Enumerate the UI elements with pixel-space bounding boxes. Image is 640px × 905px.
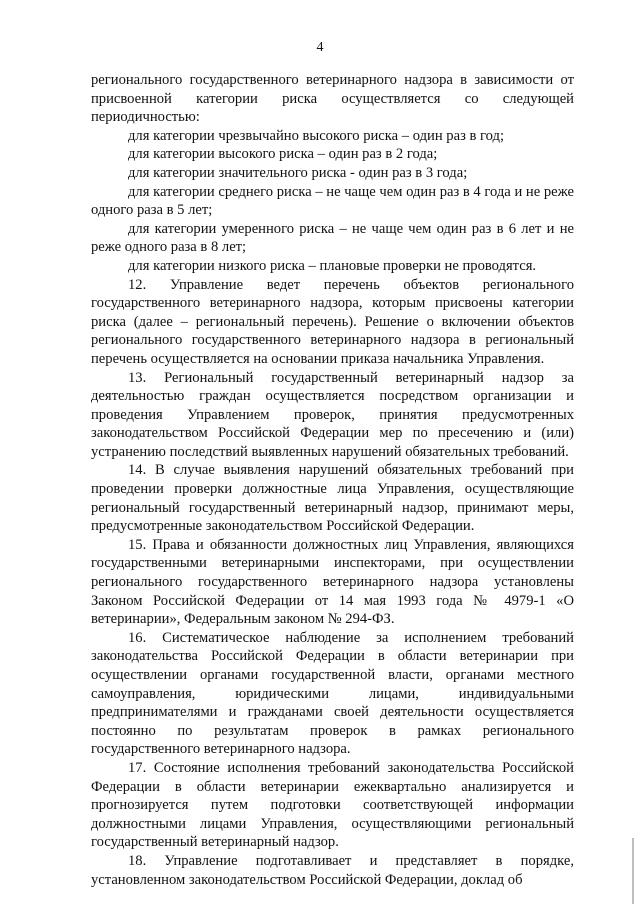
list-item-significant-risk: для категории значительного риска - один раз в 3 года;	[128, 164, 468, 181]
list-item-moderate-risk: для категории умеренного риска – не чаще чем один раз в 6 лет и не реже одного раза в 8 лет;	[91, 220, 574, 256]
list-item-extremely-high-risk: для категории чрезвычайно высокого риска – один раз в год;	[128, 127, 504, 144]
paragraph-intro: регионального государственного ветеринарного надзора в зависимости от присвоенной категории риска осуществляется со следующей периодичностью:	[91, 72, 574, 126]
list-item-medium-risk: для категории среднего риска – не чаще чем один раз в 4 года и не реже одного раза в 5 лет;	[91, 183, 574, 219]
paragraph-17: 17. Состояние исполнения требований законодательства Российской Федерации в области ветеринарии ежеквартально анализируется и прогнозируется путем подготовки соответствующей информации должностными лицами Управления, осуществляющими региональный государственный ветеринарный надзор.	[91, 759, 574, 851]
paragraph-15: 15. Права и обязанности должностных лиц Управления, являющихся государственными ветеринарными инспекторами, при осуществлении регионального государственного ветеринарного надзора установлены Законом Российской Федерации от 14 мая 1993 года № 4979-1 «О ветеринарии», Федеральным законом № 294-ФЗ.	[91, 536, 574, 628]
list-item-low-risk: для категории низкого риска – плановые проверки не проводятся.	[128, 257, 537, 274]
paragraph-16: 16. Систематическое наблюдение за исполнением требований законодательства Российской Федерации в области ветеринарии при осуществлении органами государственной власти, органами местного самоуправления, юридическими лицами, индивидуальными предпринимателями и гражданами своей деятельности осуществляется постоянно по результатам проверок в рамках регионального государственного ветеринарного надзора.	[91, 629, 574, 758]
paragraph-18: 18. Управление подготавливает и представляет в порядке, установленном законодательством Российской Федерации, доклад об	[91, 852, 574, 888]
page-number: 4	[316, 40, 324, 55]
paragraph-14: 14. В случае выявления нарушений обязательных требований при проведении проверки должностные лица Управления, осуществляющие региональный государственный ветеринарный надзор, принимают меры, предусмотренные законодательством Российской Федерации.	[91, 462, 574, 535]
scan-edge-mark	[632, 838, 634, 904]
list-item-high-risk: для категории высокого риска – один раз в 2 года;	[128, 146, 438, 163]
document-body	[91, 71, 574, 889]
paragraph-13: 13. Региональный государственный ветеринарный надзор за деятельностью граждан осуществляется посредством организации и проведения Управлением проверок, принятия предусмотренных законодательством Российской Федерации мер по пресечению и (или) устранению последствий выявленных нарушений обязательных требований.	[91, 369, 574, 460]
paragraph-12: 12. Управление ведет перечень объектов регионального государственного ветеринарного надзора, которым присвоены категории риска (далее – региональный перечень). Решение о включении объектов регионального государственного ветеринарного надзора в региональный перечень осуществляется на основании приказа начальника Управления.	[91, 276, 574, 367]
